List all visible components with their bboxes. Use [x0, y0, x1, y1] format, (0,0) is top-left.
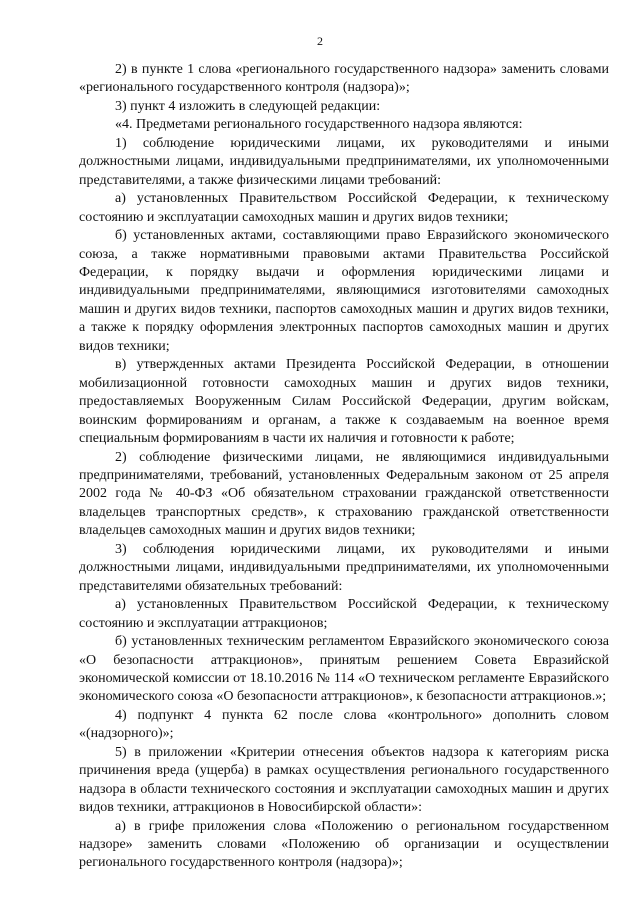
paragraph-subitem-3a: а) установленных Правительством Российской Федерации, к техническому состоянию и эксплуатации аттракционов;	[79, 597, 609, 631]
paragraph-subitem-1: 1) соблюдение юридическими лицами, их руководителями и иными должностными лицами, индивидуальными предпринимателями, их уполномоченными представителями, а также физическими лицами требований:	[79, 135, 609, 188]
paragraph-clause-4-heading: «4. Предметами регионального государственного надзора являются:	[115, 117, 523, 133]
paragraph-item-5: 5) в приложении «Критерии отнесения объектов надзора к категориям риска причинения вреда (ущерба) в рамках осуществления регионального государственного надзора в области технического состояния и эксплуатации самоходных машин и других видов техники, аттракционов в Новосибирской области»:	[79, 744, 609, 816]
paragraph-subitem-1b: б) установленных актами, составляющими право Евразийского экономического союза, а также нормативными правовыми актами Правительства Российской Федерации, к порядку выдачи и оформления юридическими лицами и индивидуальными предпринимателями, являющимися изготовителями самоходных машин и других видов техники, паспортов самоходных машин и других видов техники, а также к порядку оформления электронных паспортов самоходных машин и других видов техники;	[79, 228, 609, 354]
document-body	[79, 61, 609, 873]
paragraph-item-3-intro: 3) пункт 4 изложить в следующей редакции:	[115, 98, 381, 114]
paragraph-item-4: 4) подпункт 4 пункта 62 после слова «контрольного» дополнить словом «(надзорного)»;	[79, 707, 609, 742]
paragraph-subitem-3: 3) соблюдения юридическими лицами, их руководителями и иными должностными лицами, индивидуальными предпринимателями, их уполномоченными представителями обязательных требований:	[79, 541, 609, 594]
paragraph-subitem-2: 2) соблюдение физическими лицами, не являющимися индивидуальными предпринимателями, требований, установленных Федеральным законом от 25 апреля 2002 года № 40-ФЗ «Об обязательном страховании гражданской ответственности владельцев транспортных средств», к страхованию гражданской ответственности владельцев самоходных машин и других видов техники;	[79, 449, 609, 539]
paragraph-subitem-3b: б) установленных техническим регламентом Евразийского экономического союза «О безопасности аттракционов», принятым решением Совета Евразийской экономической комиссии от 18.10.2016 № 114 «О техническом регламенте Евразийского экономического союза «О безопасности аттракционов», к безопасности аттракционов.»;	[79, 634, 609, 705]
page-number: 2	[317, 34, 323, 48]
paragraph-subitem-1v: в) утвержденных актами Президента Российской Федерации, в отношении мобилизационной готовности самоходных машин и других видов техники, предоставляемых Вооруженным Силам Российской Федерации, другим войскам, воинским формированиям и органам, а также к создаваемым на военное время специальным формированиям в части их наличия и готовности к работе;	[79, 357, 609, 447]
paragraph-subitem-1a: а) установленных Правительством Российской Федерации, к техническому состоянию и эксплуатации самоходных машин и других видов техники;	[79, 191, 609, 225]
paragraph-item-2-replace-wording: 2) в пункте 1 слова «регионального государственного надзора» заменить словами «регионального государственного контроля (надзора)»;	[79, 62, 609, 96]
paragraph-item-5a: а) в грифе приложения слова «Положению о региональном государственном надзоре» заменить словами «Положению об организации и осуществлении регионального государственного контроля (надзора)»;	[79, 818, 609, 871]
